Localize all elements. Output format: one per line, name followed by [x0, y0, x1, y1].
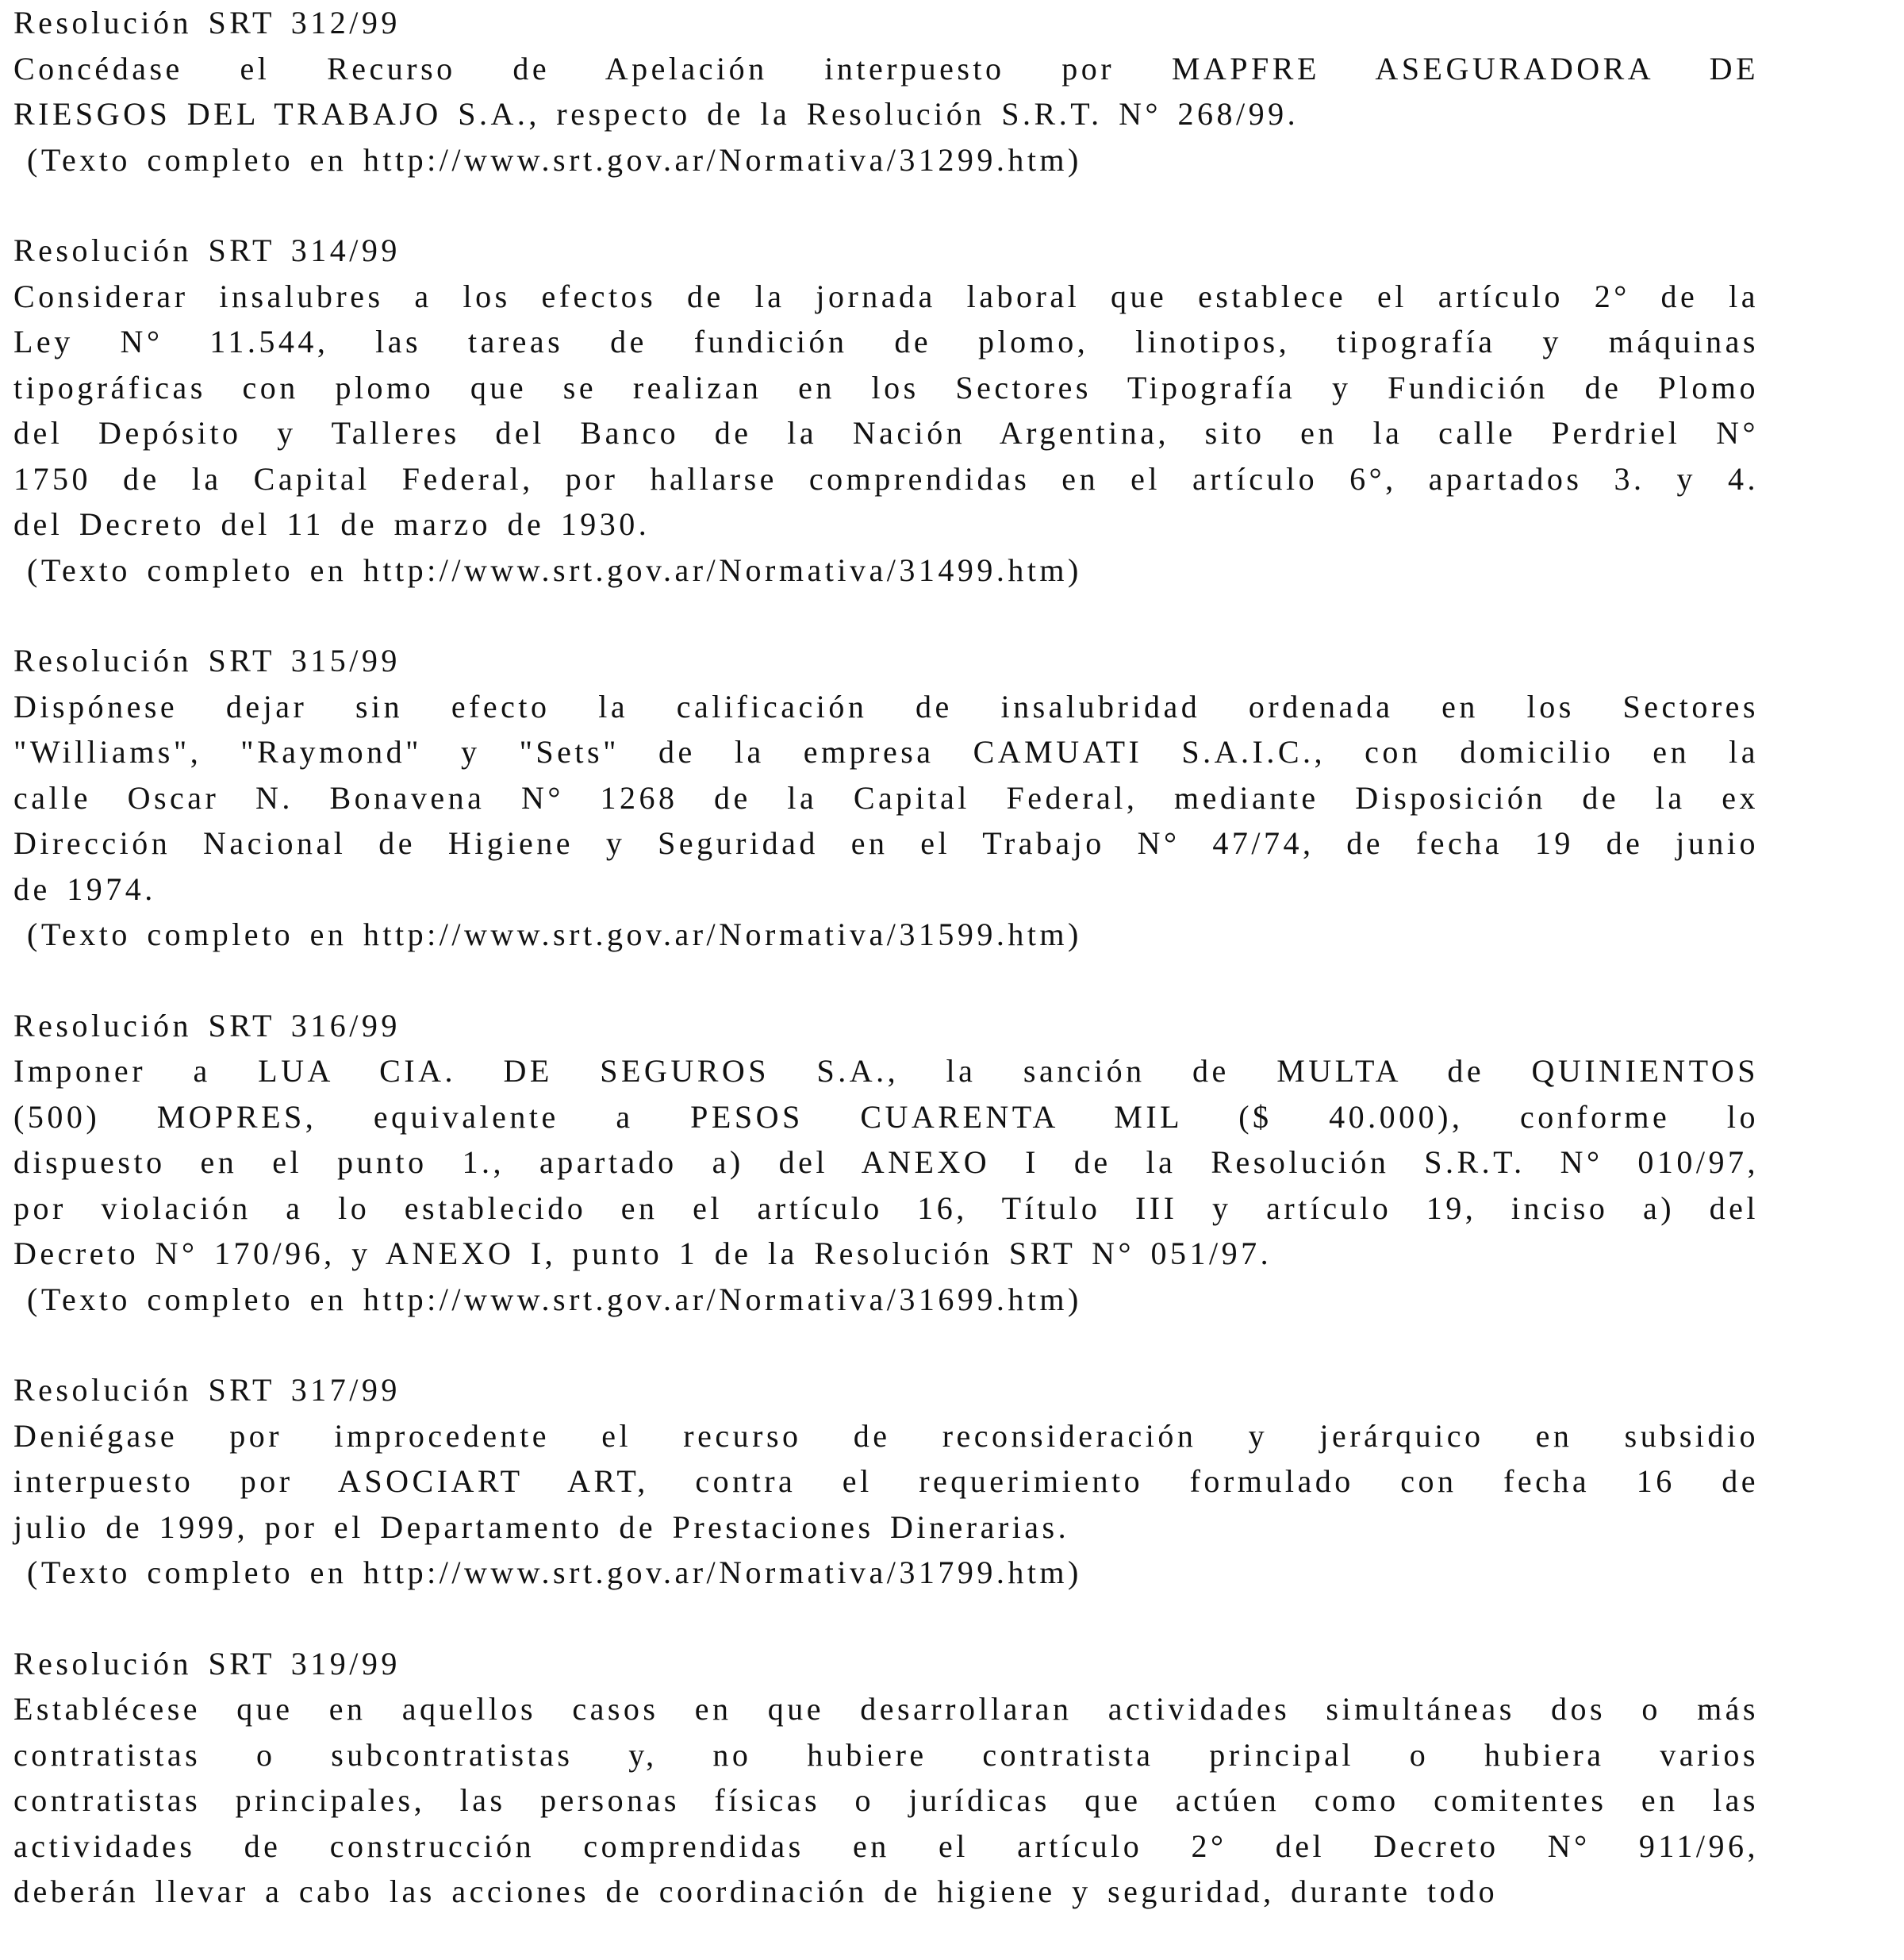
body-line: julio de 1999, por el Departamento de Prestaciones Dinerarias. [13, 1508, 1070, 1545]
body-line: Imponer a LUA CIA. DE SEGUROS S.A., la sanción de MULTA de QUINIENTOS [13, 1053, 1759, 1089]
resolution-entry-319 [13, 1641, 1759, 1915]
body-line: Ley N° 11.544, las tareas de fundición de plomo, linotipos, tipografía y máquinas [13, 324, 1759, 359]
body-line: Establécese que en aquellos casos en que desarrollaran actividades simultáneas dos o más [13, 1691, 1759, 1727]
body-line: del Depósito y Talleres del Banco de la Nación Argentina, sito en la calle Perdriel N° [13, 415, 1759, 451]
body-line: Concédase el Recurso de Apelación interpuesto por MAPFRE ASEGURADORA DE [13, 50, 1759, 86]
full-text-link[interactable]: (Texto completo en http://www.srt.gov.ar/Normativa/31599.htm) [27, 917, 1082, 952]
body-line: Decreto N° 170/96, y ANEXO I, punto 1 de la Resolución SRT N° 051/97. [13, 1236, 1273, 1271]
body-line: interpuesto por ASOCIART ART, contra el requerimiento formulado con fecha 16 de [13, 1463, 1759, 1499]
body-line: RIESGOS DEL TRABAJO S.A., respecto de la Resolución S.R.T. N° 268/99. [13, 96, 1299, 132]
body-line: por violación a lo establecido en el artículo 16, Título III y artículo 19, inciso a) del [13, 1189, 1759, 1226]
resolution-title: Resolución SRT 312/99 [13, 5, 401, 40]
body-line: actividades de construcción comprendidas en el artículo 2° del Decreto N° 911/96, [13, 1827, 1759, 1864]
body-line: contratistas principales, las personas físicas o jurídicas que actúen como comitentes en las [13, 1782, 1759, 1818]
body-line: del Decreto del 11 de marzo de 1930. [13, 506, 651, 542]
body-line: deberán llevar a cabo las acciones de coordinación de higiene y seguridad, durante todo [13, 1874, 1499, 1909]
full-text-link[interactable]: (Texto completo en http://www.srt.gov.ar/Normativa/31499.htm) [27, 551, 1082, 588]
resolution-entry-317 [13, 1367, 1759, 1596]
resolution-entry-315 [13, 638, 1759, 958]
full-text-link[interactable]: (Texto completo en http://www.srt.gov.ar/Normativa/31699.htm) [27, 1281, 1082, 1317]
body-line: (500) MOPRES, equivalente a PESOS CUARENTA MIL ($ 40.000), conforme lo [13, 1098, 1759, 1135]
full-text-link[interactable]: (Texto completo en http://www.srt.gov.ar/Normativa/31799.htm) [27, 1555, 1082, 1590]
resolution-title: Resolución SRT 319/99 [13, 1645, 401, 1681]
resolution-title: Resolución SRT 316/99 [13, 1007, 401, 1043]
resolution-entry-312 [13, 0, 1759, 183]
body-line: calle Oscar N. Bonavena N° 1268 de la Capital Federal, mediante Disposición de la ex [13, 779, 1759, 816]
resolution-title: Resolución SRT 315/99 [13, 643, 401, 678]
resolution-title: Resolución SRT 317/99 [13, 1372, 401, 1408]
resolution-entry-316 [13, 1003, 1759, 1323]
body-line: "Williams", "Raymond" y "Sets" de la empresa CAMUATI S.A.I.C., con domicilio en la [13, 734, 1759, 770]
body-line: de 1974. [13, 870, 156, 907]
body-line: 1750 de la Capital Federal, por hallarse comprendidas en el artículo 6°, apartados 3. y 4. [13, 460, 1759, 497]
body-line: Dispónese dejar sin efecto la calificación de insalubridad ordenada en los Sectores [13, 688, 1759, 724]
body-line: Considerar insalubres a los efectos de la jornada laboral que establece el artículo 2° de la [13, 278, 1759, 314]
body-line: Dirección Nacional de Higiene y Seguridad en el Trabajo N° 47/74, de fecha 19 de junio [13, 825, 1759, 861]
resolution-entry-314 [13, 228, 1759, 593]
resolution-title: Resolución SRT 314/99 [13, 233, 401, 268]
body-line: contratistas o subcontratistas y, no hubiere contratista principal o hubiera varios [13, 1736, 1759, 1773]
body-line: dispuesto en el punto 1., apartado a) del ANEXO I de la Resolución S.R.T. N° 010/97, [13, 1144, 1759, 1180]
body-line: Deniégase por improcedente el recurso de reconsideración y jerárquico en subsidio [13, 1417, 1759, 1454]
full-text-link[interactable]: (Texto completo en http://www.srt.gov.ar/Normativa/31299.htm) [27, 141, 1082, 178]
body-line: tipográficas con plomo que se realizan en los Sectores Tipografía y Fundición de Plomo [13, 369, 1759, 405]
document-body [13, 0, 1759, 1960]
